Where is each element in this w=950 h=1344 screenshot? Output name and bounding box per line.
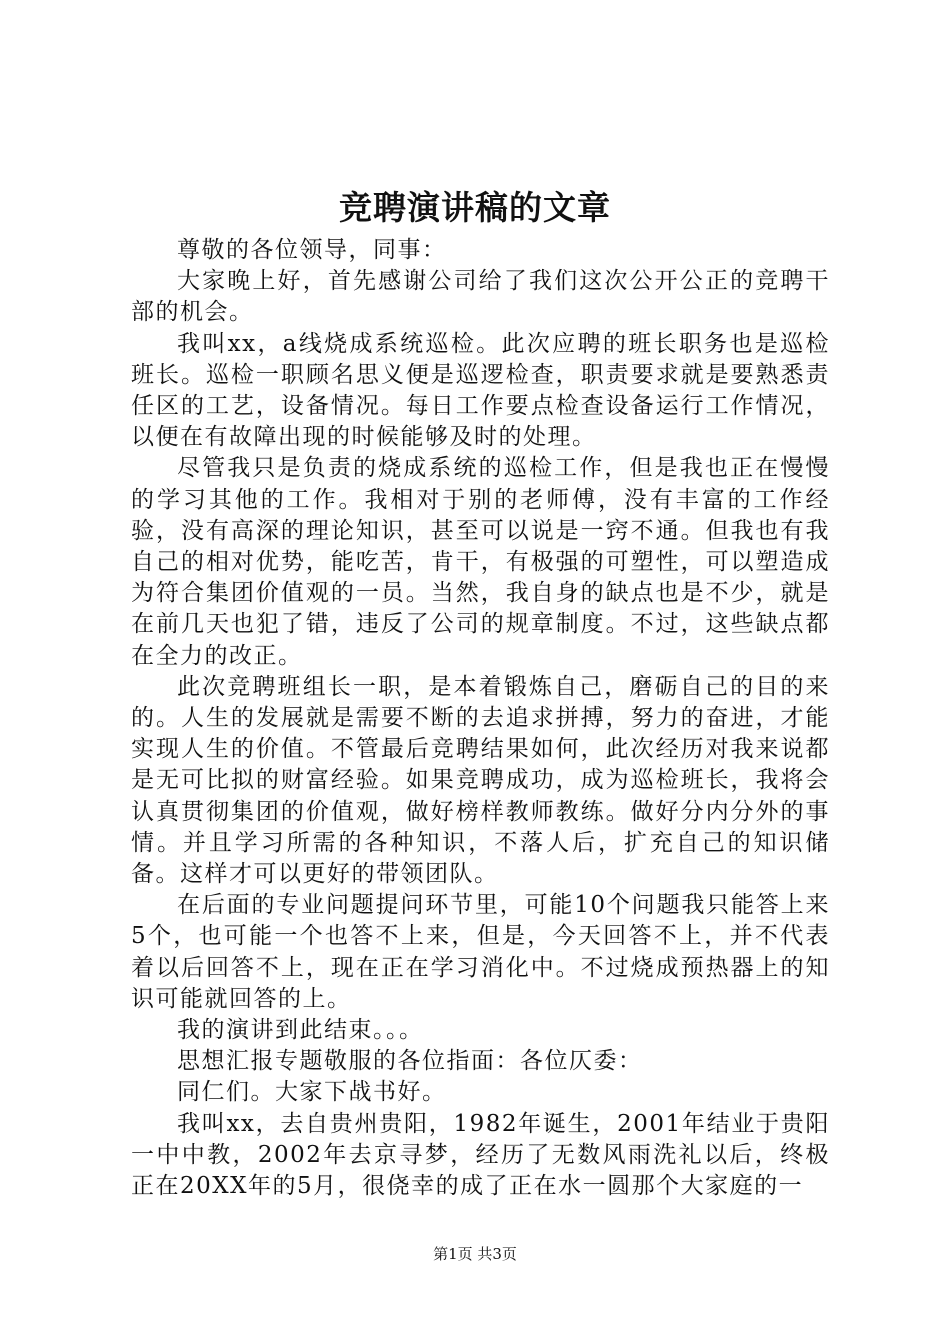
paragraph-strengths: 尽管我只是负责的烧成系统的巡检工作，但是我也正在慢慢的学习其他的工作。我相对于别的老师傅，没有丰富的工作经验，没有高深的理论知识，甚至可以说是一窍不通。但我也有我自己的相对优势，能吃苦，肯干，有极强的可塑性，可以塑造成为符合集团价值观的一员。当然，我自身的缺点也是不少，就是在前几天也犯了错，违反了公司的规章制度。不过，这些缺点都在全力的改正。 [131,455,830,669]
paragraph-second-introduction: 我叫xx，去自贵州贵阳，1982年诞生，2001年结业于贵阳一中中教，2002年去京寻梦，经历了无数风雨洗礼以后，终极正在20XX年的5月，很侥幸的成了正在水一圆那个大家庭的一 [131,1110,830,1200]
paragraph-thanks: 大家晚上好，首先感谢公司给了我们这次公开公正的竞聘干部的机会。 [131,268,830,326]
document-body [131,235,830,1202]
paragraph-greeting: 尊敬的各位领导，同事： [177,237,447,263]
page-title: 竞聘演讲稿的文章 [339,188,611,227]
paragraph-goals: 此次竞聘班组长一职，是本着锻炼自己，磨砺自己的目的来的。人生的发展就是需要不断的去追求拼搏，努力的奋进，才能实现人生的价值。不管最后竞聘结果如何，此次经历对我来说都是无可比拟的财富经验。如果竞聘成功，成为巡检班长，我将会认真贯彻集团的价值观，做好榜样教师教练。做好分内分外的事情。并且学习所需的各种知识，不落人后，扩充自己的知识储备。这样才可以更好的带领团队。 [131,673,830,888]
paragraph-second-salutation: 同仁们。大家下战书好。 [177,1079,447,1106]
page-number-footer: 第1页 共3页 [433,1245,517,1263]
paragraph-introduction: 我叫xx，a线烧成系统巡检。此次应聘的班长职务也是巡检班长。巡检一职顾名思义便是巡逻检查，职责要求就是要熟悉责任区的工艺，设备情况。每日工作要点检查设备运行工作情况，以便在有故障出现的时候能够及时的处理。 [131,330,830,451]
paragraph-closing: 我的演讲到此结束。。。 [177,1017,424,1044]
paragraph-second-greeting: 思想汇报专题敬服的各位指面：各位仄委： [177,1048,643,1075]
paragraph-questions: 在后面的专业问题提问环节里，可能10个问题我只能答上来5个，也可能一个也答不上来，但是，今天回答不上，并不代表着以后回答不上，现在正在学习消化中。不过烧成预热器上的知识可能就回答的上。 [131,892,830,1012]
